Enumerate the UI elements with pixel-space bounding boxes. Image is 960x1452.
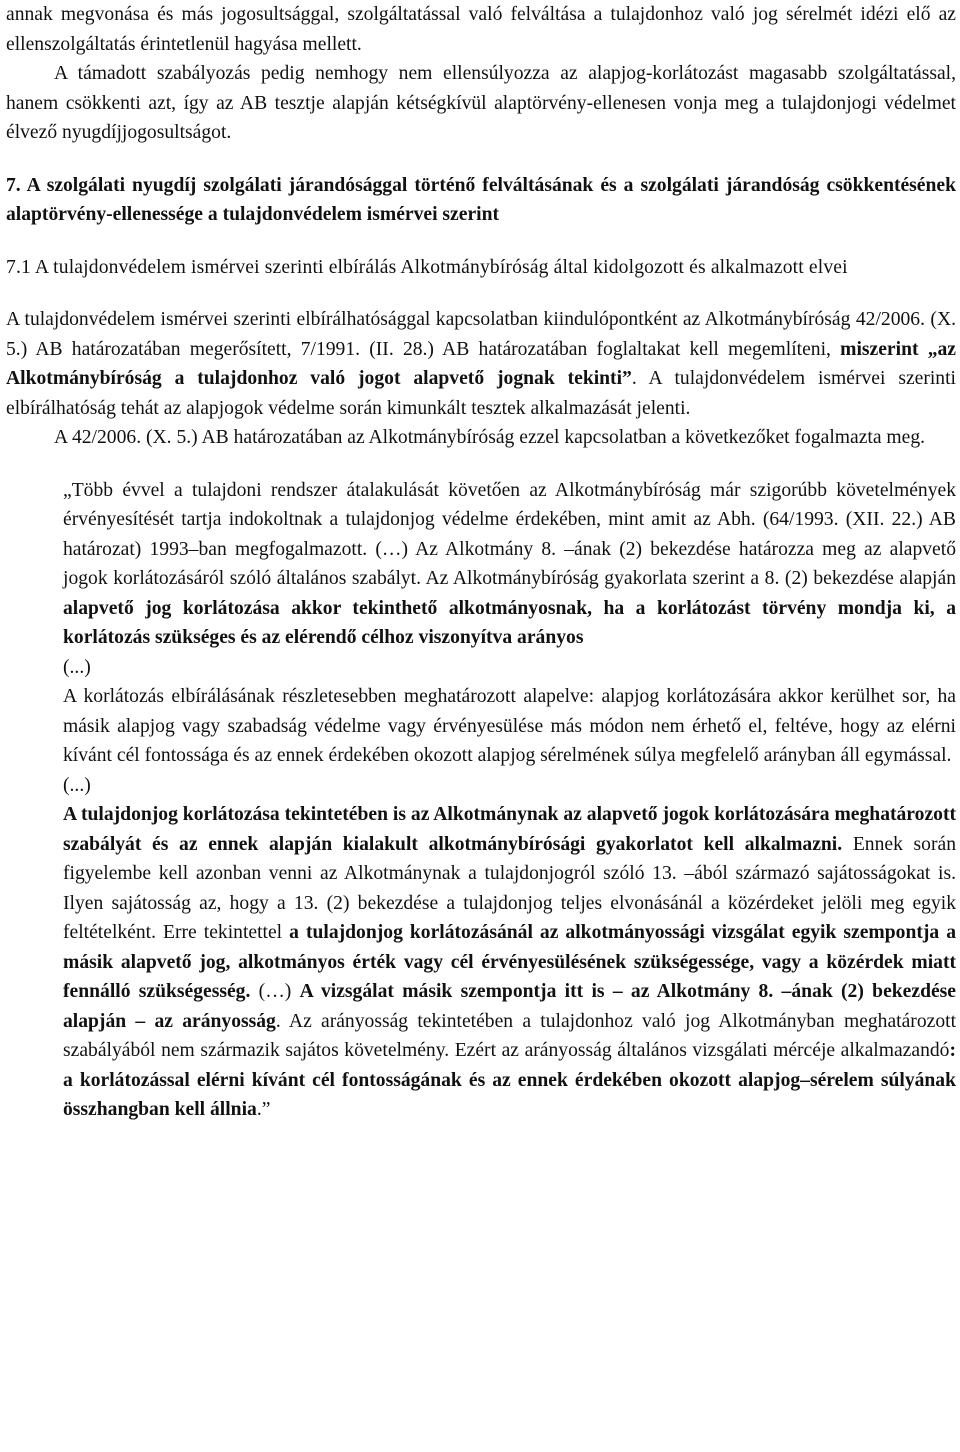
paragraph-text: A támadott szabályozás pedig nemhogy nem ellensúlyozza az alapjog-korlátozást magasabb szolgáltatással, hanem csökkenti azt, így az AB tesztje alapján kétségkívül alaptörvény-ellenesen vonja meg a tulajdonjogi védelmet élvező nyugdíjjogosultságot. <box>6 63 956 143</box>
bold-text: alapvető jog korlátozása akkor tekinthető alkotmányosnak, ha a korlátozást törvény mondja ki, a korlátozás szükséges és az elérendő célhoz viszonyítva arányos <box>63 597 956 648</box>
quote-ellipsis-2 <box>63 771 956 801</box>
paragraph-text: annak megvonása és más jogosultsággal, szolgáltatással való felváltása a tulajdonhoz való jog sérelmét idézi elő az ellenszolgáltatás érintetlenül hagyása mellett. <box>6 4 956 55</box>
paragraph-property-protection <box>6 305 956 423</box>
quote-paragraph-1 <box>63 476 956 653</box>
quote-paragraph-3 <box>63 800 956 1125</box>
quote-text: (…) <box>250 981 300 1002</box>
paragraph-42-2006 <box>6 423 956 453</box>
section-heading-7 <box>6 171 956 230</box>
quote-text: A korlátozás elbírálásának részletesebben meghatározott alapelve: alapjog korlátozására akkor kerülhet sor, ha másik alapjog vagy szabadság védelme vagy érvényesülése más módon nem érhető el, feltéve, hogy az elérni kívánt cél fontossága és az ennek érdekében okozott alapjog sérelmének súlya megfelelő arányban áll egymással. <box>63 686 956 766</box>
bold-text: A tulajdonjog korlátozása tekintetében is az Alkotmánynak az alapvető jogok korlátozására meghatározott szabályát és az ennek alapján kialakult alkotmánybírósági gyakorlatot kell alkalmazni. <box>63 804 956 855</box>
quote-text: „Több évvel a tulajdoni rendszer átalakulását követően az Alkotmánybíróság már szigorúbb követelmények érvényesítését tartja indokoltnak a tulajdonjog védelme érdekében, mint amit az Abh. (64/1993. (XII. 22.) AB határozat) 1993–ban megfogalmazott. (…) Az Alkotmány 8. –ának (2) bekezdése határozza meg az alapvető jogok korlátozásáról szóló általános szabályt. Az Alkotmánybíróság gyakorlata szerint a 8. (2) bekezdése alapján <box>63 479 956 589</box>
bold-text: a tulajdonjog korlátozásánál az alkotmányossági vizsgálat egyik szempontja a másik alapvető jog, alkotmányos érték vagy cél érvényesülésének szükségessége, vagy a közérdek miatt fennálló szükségesség. <box>63 922 956 1002</box>
paragraph-continuation <box>6 0 956 59</box>
quote-text: .” <box>256 1099 271 1120</box>
subsection-heading-7-1 <box>6 253 956 283</box>
heading-text: 7. A szolgálati nyugdíj szolgálati járandósággal történő felváltásának és a szolgálati járandóság csökkentésének alaptörvény-ellenessége a tulajdonvédelem ismérvei szerint <box>6 174 956 225</box>
bold-text: miszerint „az Alkotmánybíróság a tulajdonhoz való jogot alapvető jognak tekinti” <box>6 338 956 389</box>
ellipsis-text: (...) <box>63 774 91 796</box>
subheading-text: 7.1 A tulajdonvédelem ismérvei szerinti elbírálás Alkotmánybíróság által kidolgozott és alkalmazott elvei <box>6 256 848 278</box>
quote-text: Ennek során figyelembe kell azonban venni az Alkotmánynak a tulajdonjogról szóló 13. –ából származó sajátosságokat is. Ilyen sajátosság az, hogy a 13. (2) bekezdése a tulajdonjog teljes elvonásánál a közérdeket jelöli meg egyik feltételként. Erre tekintettel <box>63 833 956 943</box>
quote-text: . Az arányosság tekintetében a tulajdonhoz való jog Alkotmányban meghatározott szabályából nem származik sajátos követelmény. Ezért az arányosság általános vizsgálati mércéje alkalmazandó <box>63 1010 957 1061</box>
bold-text: : a korlátozással elérni kívánt cél fontosságának és az ennek érdekében okozott alapjog–sérelem súlyának összhangban kell állnia <box>63 1040 956 1120</box>
block-quote <box>63 476 956 1125</box>
bold-text: A vizsgálat másik szempontja itt is – az Alkotmány 8. –ának (2) bekezdése alapján – az arányosság <box>63 981 956 1032</box>
paragraph-text: . A tulajdonvédelem ismérvei szerinti elbírálhatóság tehát az alapjogok védelme során kimunkált tesztek alkalmazását jelenti. <box>6 368 956 419</box>
quote-paragraph-2 <box>63 682 956 771</box>
ellipsis-text: (...) <box>63 656 91 678</box>
quote-ellipsis-1 <box>63 653 956 683</box>
paragraph-text: A 42/2006. (X. 5.) AB határozatában az Alkotmánybíróság ezzel kapcsolatban a következőket fogalmazta meg. <box>54 427 926 448</box>
paragraph-ab-test <box>6 59 956 148</box>
paragraph-text: A tulajdonvédelem ismérvei szerinti elbírálhatósággal kapcsolatban kiindulópontként az Alkotmánybíróság 42/2006. (X. 5.) AB határozatában megerősített, 7/1991. (II. 28.) AB határozatában foglaltakat kell megemlíteni, <box>6 309 956 360</box>
